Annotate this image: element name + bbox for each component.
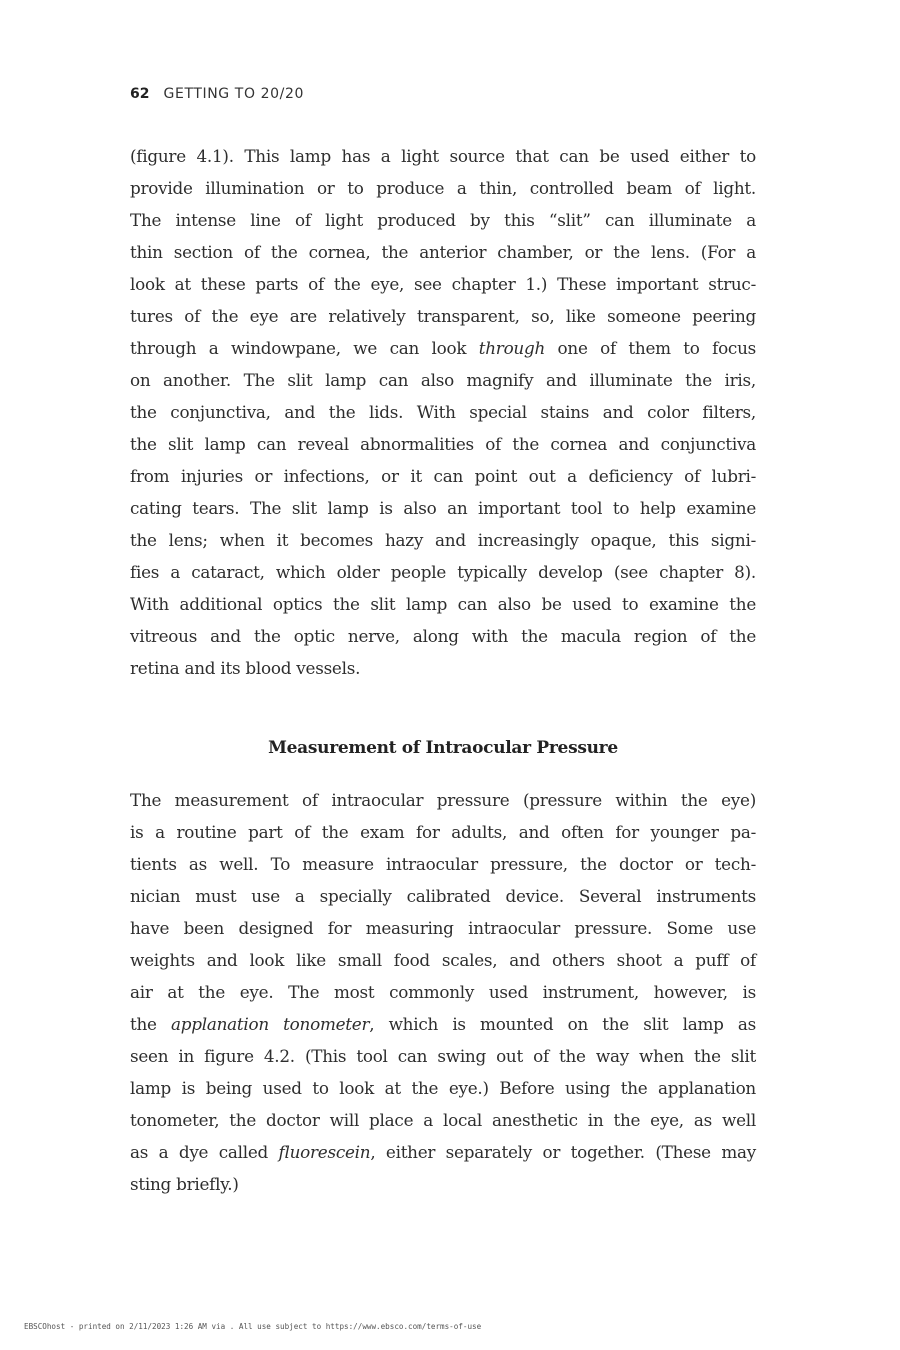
text-line: the conjunctiva, and the lids. With special stains and color filters,	[130, 402, 756, 422]
text-line: the slit lamp can reveal abnormalities of the cornea and conjunctiva	[130, 434, 756, 454]
text-line: seen in figure 4.2. (This tool can swing out of the way when the slit	[130, 1046, 756, 1066]
text-line: The measurement of intraocular pressure (pressure within the eye)	[130, 790, 756, 810]
italic-term: through	[478, 338, 546, 358]
text-line: thin section of the cornea, the anterior chamber, or the lens. (For a	[130, 242, 756, 262]
text-line: sting briefly.)	[130, 1174, 239, 1194]
text-line: weights and look like small food scales, and others shoot a puff of	[130, 950, 756, 970]
running-head	[130, 84, 304, 104]
text-line: vitreous and the optic nerve, along with the macula region of the	[130, 626, 756, 646]
text-line: cating tears. The slit lamp is also an important tool to help examine	[130, 498, 756, 518]
text-line: With additional optics the slit lamp can also be used to examine the	[130, 594, 756, 614]
text-line	[130, 1136, 756, 1168]
body-paragraph-slit-lamp	[130, 140, 756, 684]
text-line: nician must use a specially calibrated device. Several instruments	[130, 886, 756, 906]
page-number: 62	[130, 86, 150, 102]
text-run: one of them to focus	[545, 338, 756, 358]
text-line	[130, 332, 756, 364]
text-line	[130, 1008, 756, 1040]
text-line: tures of the eye are relatively transparent, so, like someone peering	[130, 306, 756, 326]
text-line: is a routine part of the exam for adults, and often for younger pa-	[130, 822, 756, 842]
body-paragraph-intraocular-pressure	[130, 784, 756, 1200]
text-line: retina and its blood vessels.	[130, 658, 361, 678]
text-line: lamp is being used to look at the eye.) Before using the applanation	[130, 1078, 756, 1098]
italic-term: applanation tonometer	[170, 1014, 370, 1034]
text-line: tients as well. To measure intraocular pressure, the doctor or tech-	[130, 854, 756, 874]
text-run: through a windowpane, we can look	[130, 338, 479, 358]
text-line: look at these parts of the eye, see chapter 1.) These important struc-	[130, 274, 756, 294]
text-line: The intense line of light produced by this “slit” can illuminate a	[130, 210, 756, 230]
section-heading: Measurement of Intraocular Pressure	[268, 738, 618, 758]
text-line: fies a cataract, which older people typically develop (see chapter 8).	[130, 562, 756, 582]
text-run: as a dye called	[130, 1142, 279, 1162]
text-run: , either separately or together. (These may	[370, 1142, 756, 1162]
text-line: provide illumination or to produce a thin, controlled beam of light.	[130, 178, 756, 198]
text-run: , which is mounted on the slit lamp as	[369, 1014, 756, 1034]
running-title: GETTING TO 20/20	[163, 86, 304, 102]
text-line: from injuries or infections, or it can point out a deficiency of lubri-	[130, 466, 756, 486]
text-line: on another. The slit lamp can also magnify and illuminate the iris,	[130, 370, 756, 390]
text-line: the lens; when it becomes hazy and increasingly opaque, this signi-	[130, 530, 756, 550]
text-line: air at the eye. The most commonly used instrument, however, is	[130, 982, 756, 1002]
text-line: (figure 4.1). This lamp has a light source that can be used either to	[130, 146, 756, 166]
text-line: tonometer, the doctor will place a local anesthetic in the eye, as well	[130, 1110, 756, 1130]
print-footer: EBSCOhost - printed on 2/11/2023 1:26 AM via . All use subject to https://www.ebsco.com/terms-of-use	[24, 1322, 482, 1331]
text-line: have been designed for measuring intraocular pressure. Some use	[130, 918, 756, 938]
text-run: the	[130, 1014, 171, 1034]
italic-term: fluorescein	[278, 1142, 371, 1162]
